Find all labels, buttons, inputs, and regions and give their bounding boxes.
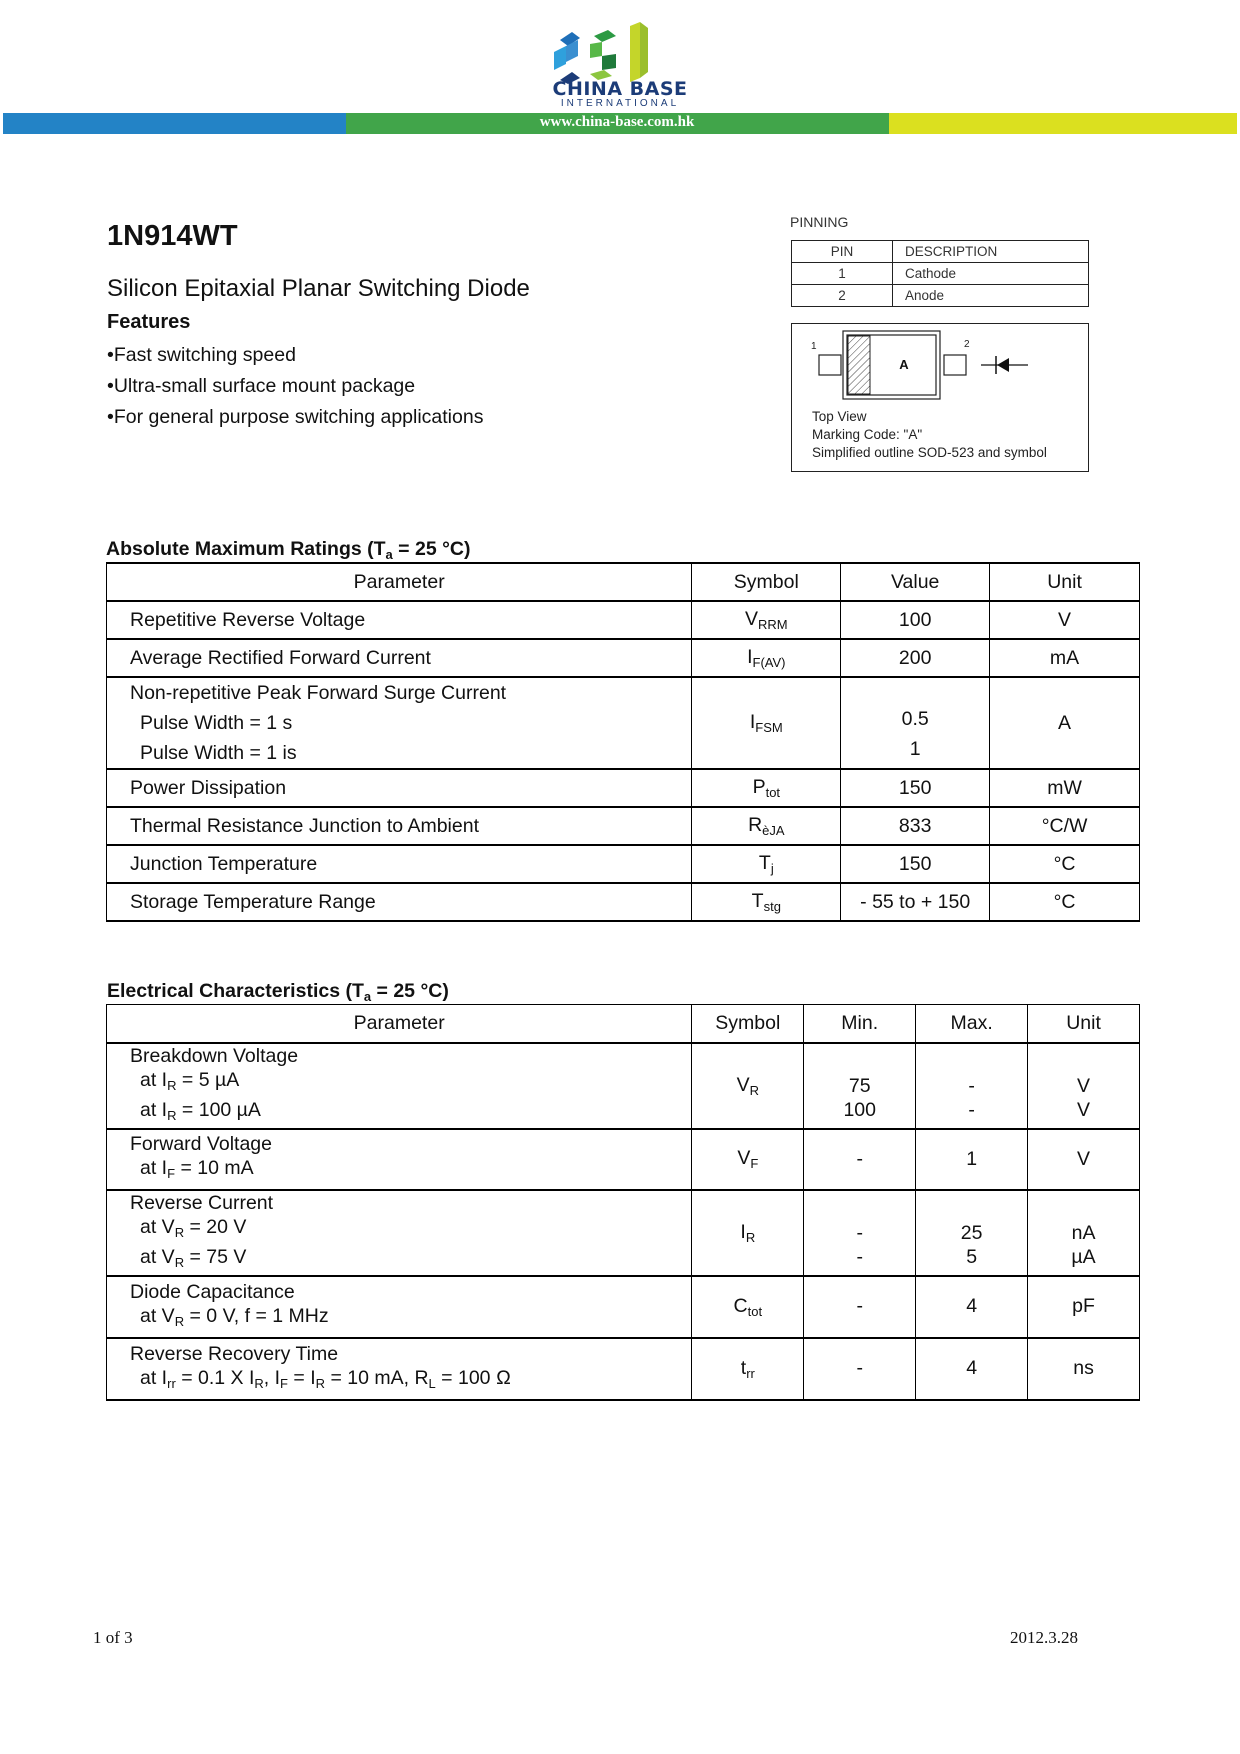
unit-cell: A xyxy=(990,677,1140,769)
part-number: 1N914WT xyxy=(107,220,238,252)
min-cell: - - xyxy=(804,1190,916,1276)
param-cell: Average Rectified Forward Current xyxy=(107,639,692,677)
min-cell: 75 100 xyxy=(804,1043,916,1129)
table-row xyxy=(107,677,1140,769)
brand-subtitle: INTERNATIONAL xyxy=(560,98,680,109)
symbol-cell: $V_F$ xyxy=(692,1129,804,1190)
header-min: Min. xyxy=(804,1005,916,1043)
symbol-cell: $V_{RRM}$ xyxy=(692,601,841,639)
symbol-cell: $C_{tot}$ xyxy=(692,1276,804,1338)
header-symbol: Symbol xyxy=(692,563,841,601)
package-drawing xyxy=(791,323,1087,413)
max-cell: - - xyxy=(916,1043,1028,1129)
header-max: Max. xyxy=(916,1005,1028,1043)
table-row xyxy=(107,639,1140,677)
page-number: 1 of 3 xyxy=(93,1628,133,1647)
header-symbol: Symbol xyxy=(692,1005,804,1043)
table-row xyxy=(107,807,1140,845)
symbol-cell: $T_j$ xyxy=(692,845,841,883)
param-cell: Forward Voltage at $I_F = 10$ mA xyxy=(107,1129,692,1190)
min-cell: - xyxy=(804,1338,916,1400)
header-parameter: Parameter xyxy=(107,563,692,601)
unit-cell: ns xyxy=(1028,1338,1140,1400)
max-cell: 4 xyxy=(916,1338,1028,1400)
param-cell: Diode Capacitance at $V_R = 0$ V, f = 1 MHz xyxy=(107,1276,692,1338)
param-cell: Junction Temperature xyxy=(107,845,692,883)
unit-cell: °C/W xyxy=(990,807,1140,845)
unit-cell: V V xyxy=(1028,1043,1140,1129)
pin1-label: 1 xyxy=(811,341,817,352)
symbol-cell: $I_R$ xyxy=(692,1190,804,1276)
table-row xyxy=(792,285,1089,307)
value-cell: 0.5 1 xyxy=(841,677,990,769)
table-row xyxy=(792,241,1089,263)
symbol-cell: $V_R$ xyxy=(692,1043,804,1129)
table-header-row xyxy=(107,1005,1140,1043)
param-cell: Power Dissipation xyxy=(107,769,692,807)
unit-cell: pF xyxy=(1028,1276,1140,1338)
pinning-heading: PINNING xyxy=(790,214,849,230)
unit-cell: mW xyxy=(990,769,1140,807)
param-cell: Breakdown Voltage at $I_R = 5$ µA at $I_R = 100$ µA xyxy=(107,1043,692,1129)
table-row xyxy=(107,1276,1140,1338)
features-list xyxy=(107,340,483,433)
table-row xyxy=(107,883,1140,921)
header-parameter: Parameter xyxy=(107,1005,692,1043)
brand-name: CHINA BASE xyxy=(552,78,688,100)
features-heading: Features xyxy=(107,311,191,333)
value-cell: 833 xyxy=(841,807,990,845)
abs-max-table xyxy=(106,562,1140,922)
elec-char-table xyxy=(106,1004,1140,1401)
feature-item: • Fast switching speed xyxy=(107,340,483,371)
document-date: 2012.3.28 xyxy=(1010,1628,1078,1647)
pin-description: Anode xyxy=(893,285,1089,307)
pin2-pad xyxy=(944,355,966,375)
value-cell: - 55 to + 150 xyxy=(841,883,990,921)
header-value: Value xyxy=(841,563,990,601)
symbol-cell: $T_{stg}$ xyxy=(692,883,841,921)
part-description: Silicon Epitaxial Planar Switching Diode xyxy=(107,275,530,302)
marking-code-label: Marking Code: "A" xyxy=(812,427,923,442)
min-cell: - xyxy=(804,1276,916,1338)
header-unit: Unit xyxy=(1028,1005,1140,1043)
symbol-cell: $P_{tot}$ xyxy=(692,769,841,807)
min-cell: - xyxy=(804,1129,916,1190)
table-row xyxy=(107,601,1140,639)
table-row xyxy=(792,263,1089,285)
table-header-row xyxy=(107,563,1140,601)
header-unit: Unit xyxy=(990,563,1140,601)
package-caption xyxy=(812,408,1047,462)
table-row xyxy=(107,1190,1140,1276)
website-url: www.china-base.com.hk xyxy=(539,114,695,130)
max-cell: 25 5 xyxy=(916,1190,1028,1276)
pin-description: Cathode xyxy=(893,263,1089,285)
symbol-cell: $R_{èJA}$ xyxy=(692,807,841,845)
pin1-pad xyxy=(819,355,841,375)
symbol-cell: $t_{rr}$ xyxy=(692,1338,804,1400)
diode-symbol-icon xyxy=(981,356,1028,374)
param-cell: Non-repetitive Peak Forward Surge Current Pulse Width = 1 s Pulse Width = 1 is xyxy=(107,677,692,769)
description-header: DESCRIPTION xyxy=(893,241,1089,263)
max-cell: 4 xyxy=(916,1276,1028,1338)
pin-header: PIN xyxy=(792,241,893,263)
feature-item: • Ultra-small surface mount package xyxy=(107,371,483,402)
pin2-label: 2 xyxy=(964,339,970,350)
symbol-cell: $I_{F(AV)}$ xyxy=(692,639,841,677)
unit-cell: °C xyxy=(990,883,1140,921)
value-cell: 200 xyxy=(841,639,990,677)
table-row xyxy=(107,769,1140,807)
symbol-cell: $I_{FSM}$ xyxy=(692,677,841,769)
table-row xyxy=(107,1129,1140,1190)
max-cell: 1 xyxy=(916,1129,1028,1190)
unit-cell: V xyxy=(990,601,1140,639)
param-cell: Storage Temperature Range xyxy=(107,883,692,921)
top-view-label: Top View xyxy=(812,409,867,424)
pinning-table xyxy=(791,240,1089,307)
unit-cell: V xyxy=(1028,1129,1140,1190)
abs-max-heading: Absolute Maximum Ratings ($T_a = 25$ °C) xyxy=(106,538,471,562)
param-cell: Reverse Recovery Time at $I_{rr} = 0.1$ X $I_R$, $I_F = I_R = 10$ mA, $R_L = 100$ Ω xyxy=(107,1338,692,1400)
outline-label: Simplified outline SOD-523 and symbol xyxy=(812,445,1047,460)
value-cell: 150 xyxy=(841,845,990,883)
unit-cell: nA µA xyxy=(1028,1190,1140,1276)
param-cell: Repetitive Reverse Voltage xyxy=(107,601,692,639)
unit-cell: °C xyxy=(990,845,1140,883)
value-cell: 100 xyxy=(841,601,990,639)
feature-item: • For general purpose switching applications xyxy=(107,402,483,433)
cathode-band xyxy=(848,336,870,394)
table-row xyxy=(107,1043,1140,1129)
pin-number: 2 xyxy=(792,285,893,307)
elec-char-heading: Electrical Characteristics ($T_a = 25$ °C) xyxy=(107,980,449,1004)
value-cell: 150 xyxy=(841,769,990,807)
param-cell: Reverse Current at $V_R = 20$ V at $V_R = 75$ V xyxy=(107,1190,692,1276)
marking-letter: A xyxy=(899,357,909,372)
table-row xyxy=(107,845,1140,883)
unit-cell: mA xyxy=(990,639,1140,677)
param-cell: Thermal Resistance Junction to Ambient xyxy=(107,807,692,845)
table-row xyxy=(107,1338,1140,1400)
pin-number: 1 xyxy=(792,263,893,285)
